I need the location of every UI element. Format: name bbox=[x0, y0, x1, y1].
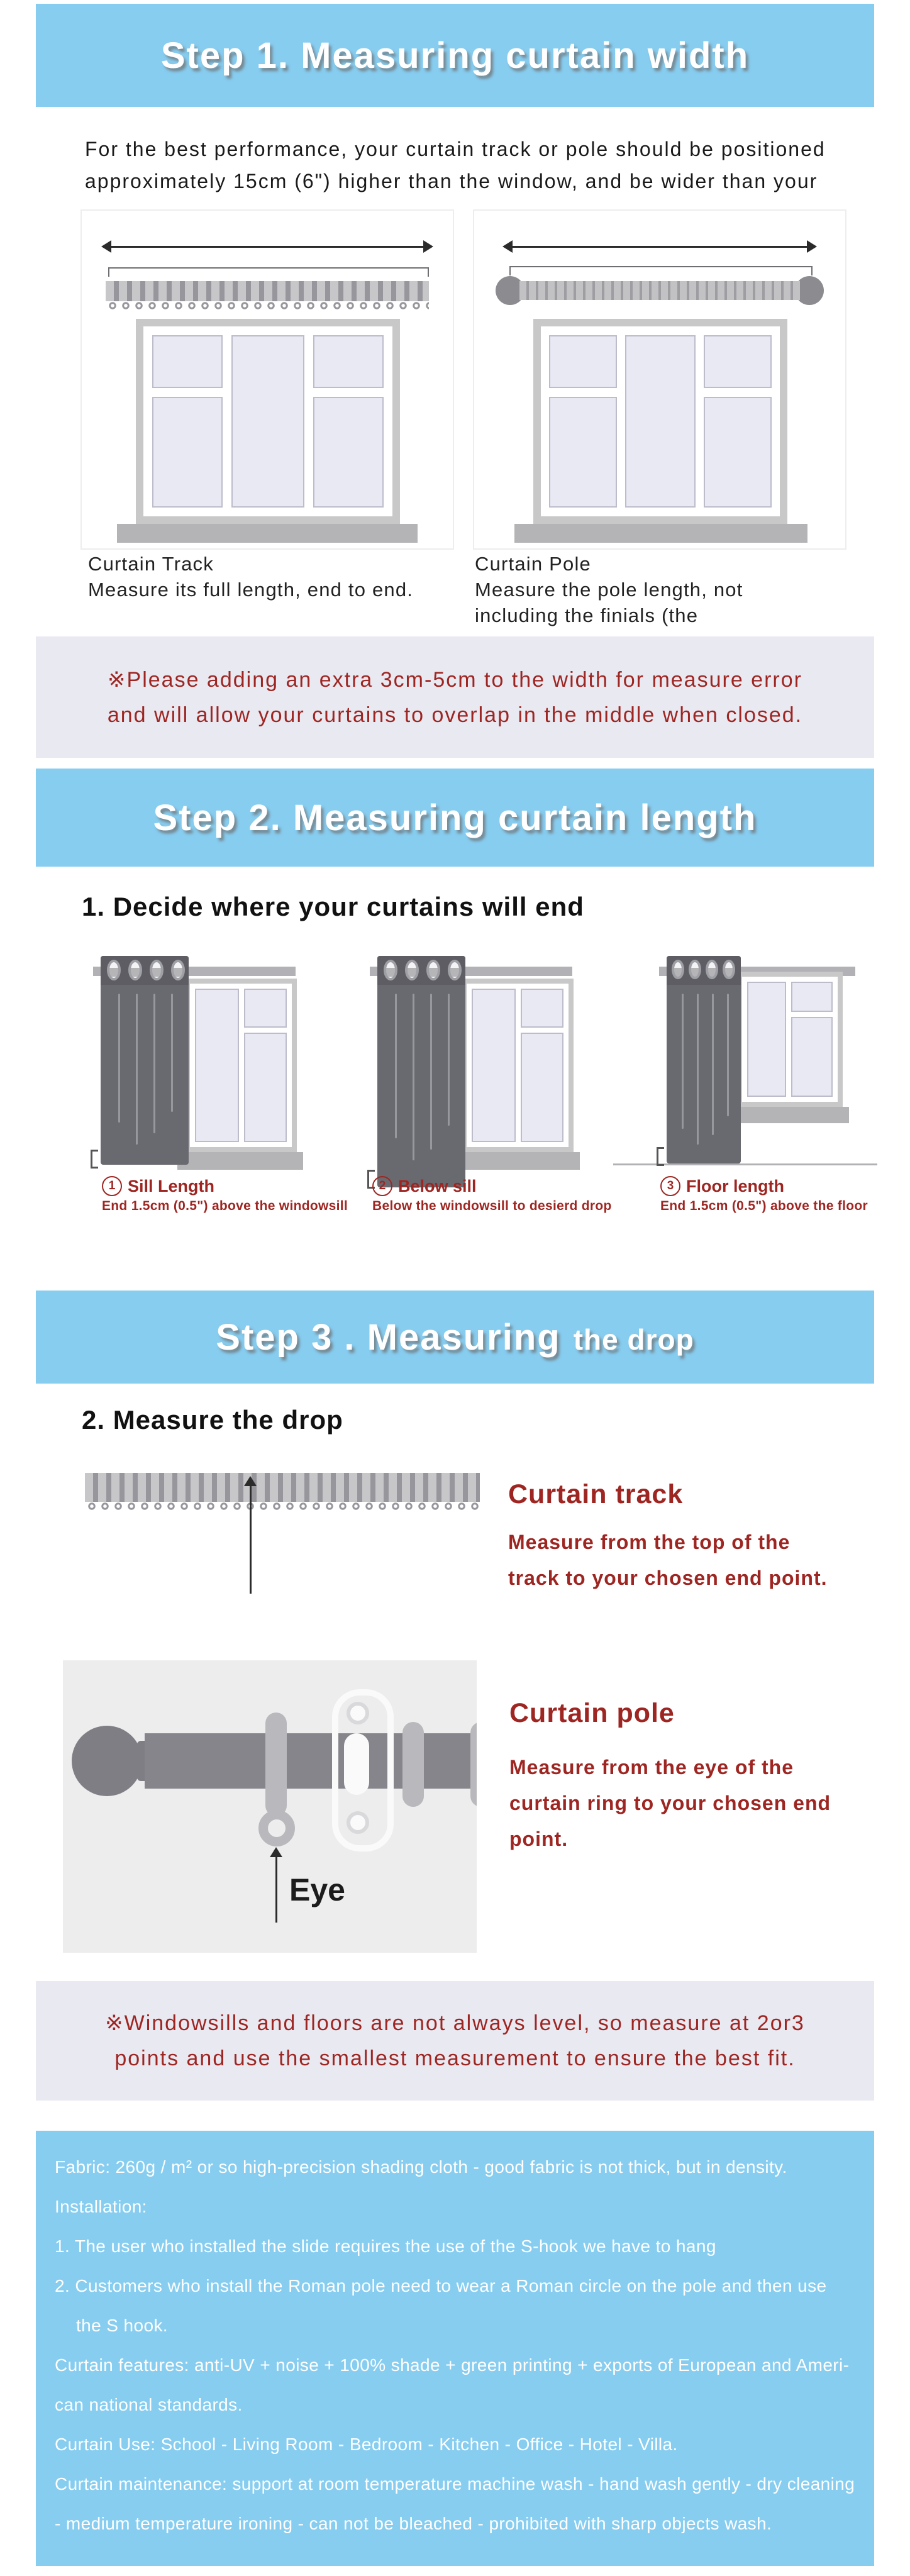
window-pane bbox=[625, 335, 696, 508]
width-double-arrow-icon bbox=[512, 246, 807, 248]
curtain-pole-eye-diagram bbox=[63, 1660, 477, 1953]
info-line: Installation: bbox=[55, 2197, 147, 2216]
grommet bbox=[689, 960, 701, 979]
window-pane bbox=[195, 989, 239, 1142]
step3-heading: 2. Measure the drop bbox=[82, 1405, 343, 1435]
pole-drop-desc-line3: point. bbox=[509, 1828, 569, 1850]
circled-number-icon: 3 bbox=[660, 1176, 680, 1196]
track-caption-title: Curtain Track bbox=[88, 553, 214, 575]
window-illustration bbox=[737, 972, 843, 1107]
measure-tick bbox=[657, 1147, 664, 1166]
window-illustration bbox=[462, 979, 574, 1152]
track-drop-desc bbox=[508, 1524, 828, 1596]
pole-caption-desc1: Measure the pole length, not bbox=[475, 579, 743, 601]
drop-note-line1: ※Windowsills and floors are not always level, so measure at 2or3 bbox=[105, 2011, 805, 2035]
info-line: 2. Customers who install the Roman pole need to wear a Roman circle on the pole and then use bbox=[55, 2276, 827, 2296]
track-drop-desc-line1: Measure from the top of the bbox=[508, 1531, 791, 1553]
step3-banner-main: Step 3 . Measuring bbox=[216, 1316, 561, 1358]
grommet bbox=[426, 960, 440, 980]
window-pane bbox=[747, 982, 786, 1097]
info-line: - medium temperature ironing - can not be bleached - prohibited with sharp objects wash. bbox=[55, 2514, 772, 2533]
pole-caption-desc2: including the finials (the bbox=[475, 604, 699, 626]
curtain-fold bbox=[118, 994, 120, 1123]
grommet bbox=[384, 960, 397, 980]
curtain-track-bar bbox=[106, 281, 429, 301]
track-drop-desc-line2: track to your chosen end point. bbox=[508, 1567, 828, 1589]
track-drop-title: Curtain track bbox=[508, 1479, 684, 1509]
window-sill bbox=[117, 524, 418, 543]
curtain-fold bbox=[153, 994, 155, 1133]
grommet bbox=[723, 960, 735, 979]
grommet bbox=[150, 960, 164, 980]
bracket-center bbox=[344, 1733, 369, 1795]
pole-drop-desc-line1: Measure from the eye of the bbox=[509, 1756, 794, 1779]
width-double-arrow-icon bbox=[111, 246, 424, 248]
circled-number-icon: 2 bbox=[372, 1176, 392, 1196]
window-pane bbox=[549, 335, 617, 388]
curtain-panel bbox=[667, 956, 741, 1163]
grommet bbox=[405, 960, 419, 980]
step2-banner bbox=[36, 769, 874, 867]
below-sill-desc: Below the windowsill to desierd drop bbox=[372, 1199, 612, 1213]
window-inner bbox=[541, 326, 780, 516]
window-pane bbox=[791, 982, 833, 1012]
pole-drop-title: Curtain pole bbox=[509, 1698, 675, 1728]
window-pane bbox=[313, 335, 384, 388]
step1-banner bbox=[36, 4, 874, 107]
ring-eye bbox=[258, 1810, 295, 1846]
grommet bbox=[107, 960, 121, 980]
curtain-ring bbox=[265, 1713, 287, 1816]
pole-drop-desc-line2: curtain ring to your chosen end bbox=[509, 1792, 831, 1814]
window-pane bbox=[231, 335, 304, 508]
width-note-line1: ※Please adding an extra 3cm-5cm to the width for measure error bbox=[108, 667, 802, 692]
curtain-pole-bar bbox=[145, 1733, 477, 1789]
window-pane bbox=[313, 397, 384, 508]
width-note bbox=[36, 636, 874, 758]
info-line: can national standards. bbox=[55, 2395, 243, 2414]
sill-length-desc: End 1.5cm (0.5") above the windowsill bbox=[102, 1199, 348, 1213]
curtain-track-hooks bbox=[85, 1502, 480, 1511]
curtain-fold bbox=[136, 994, 138, 1145]
floor-line bbox=[613, 1163, 877, 1165]
measure-bracket bbox=[108, 267, 429, 277]
window-sill bbox=[514, 524, 807, 543]
curtain-panel bbox=[377, 956, 465, 1187]
curtain-track-bar bbox=[85, 1473, 480, 1502]
step1-banner-title: Step 1. Measuring curtain width bbox=[160, 35, 750, 76]
grommet bbox=[128, 960, 142, 980]
info-line: Fabric: 260g / m² or so high-precision shading cloth - good fabric is not thick, but in density. bbox=[55, 2157, 787, 2177]
info-line: Curtain Use: School - Living Room - Bedroom - Kitchen - Office - Hotel - Villa. bbox=[55, 2434, 678, 2454]
eye-label: Eye bbox=[289, 1872, 345, 1907]
circled-number-icon: 1 bbox=[102, 1176, 122, 1196]
below-sill-label-text: Below sill bbox=[398, 1176, 477, 1196]
pole-caption bbox=[475, 551, 743, 628]
measure-bracket bbox=[509, 266, 813, 275]
curtain-track-hooks bbox=[106, 301, 429, 311]
step2-heading: 1. Decide where your curtains will end bbox=[82, 892, 584, 921]
curtain-track-width-diagram bbox=[80, 209, 454, 550]
pole-finial bbox=[72, 1726, 142, 1796]
step3-banner bbox=[36, 1291, 874, 1384]
curtain-fold bbox=[413, 994, 414, 1160]
bracket-screw bbox=[347, 1702, 369, 1724]
window-sill bbox=[177, 1152, 303, 1170]
curtain-fold bbox=[430, 994, 432, 1150]
sill-length-label-text: Sill Length bbox=[128, 1176, 214, 1196]
step1-intro bbox=[85, 133, 826, 197]
info-line: 1. The user who installed the slide requires the use of the S-hook we have to hang bbox=[55, 2236, 716, 2256]
curtain-ring bbox=[402, 1722, 424, 1807]
sill-length-label bbox=[102, 1176, 214, 1196]
width-note-line2: and will allow your curtains to overlap in the middle when closed. bbox=[107, 702, 803, 727]
window-illustration bbox=[185, 979, 297, 1152]
drop-note-line2: points and use the smallest measurement to ensure the best fit. bbox=[114, 2046, 796, 2070]
window-pane bbox=[549, 397, 617, 508]
bracket-screw bbox=[347, 1811, 369, 1834]
window-illustration bbox=[136, 319, 400, 524]
window-pane bbox=[152, 335, 223, 388]
product-info-panel bbox=[36, 2131, 874, 2566]
pole-caption-title: Curtain Pole bbox=[475, 553, 591, 575]
window-pane bbox=[521, 989, 563, 1028]
curtain-fold bbox=[727, 994, 729, 1116]
track-caption-desc: Measure its full length, end to end. bbox=[88, 579, 414, 601]
pole-drop-desc bbox=[509, 1750, 831, 1857]
info-line: Curtain features: anti-UV + noise + 100% shade + green printing + exports of European and Ameri- bbox=[55, 2355, 850, 2375]
grommet bbox=[171, 960, 185, 980]
curtain-fold bbox=[395, 994, 397, 1138]
step3-banner-sub: the drop bbox=[573, 1323, 694, 1356]
window-pane bbox=[704, 397, 772, 508]
eye-arrow-icon bbox=[275, 1857, 277, 1923]
info-line: Curtain maintenance: support at room temperature machine wash - hand wash gently - dry cleaning bbox=[55, 2474, 855, 2494]
below-sill-label bbox=[372, 1176, 477, 1196]
grommet bbox=[706, 960, 718, 979]
step2-banner-title: Step 2. Measuring curtain length bbox=[153, 797, 757, 838]
window-pane bbox=[521, 1033, 563, 1142]
window-pane bbox=[472, 989, 516, 1142]
window-sill bbox=[730, 1107, 849, 1123]
window-pane bbox=[152, 397, 223, 508]
curtain-fold bbox=[448, 994, 450, 1126]
window-illustration bbox=[533, 319, 787, 524]
curtain-ring bbox=[470, 1722, 477, 1807]
window-pane bbox=[791, 1017, 833, 1097]
curtain-fold bbox=[712, 994, 714, 1135]
track-caption bbox=[88, 551, 413, 602]
curtain-fold bbox=[682, 994, 684, 1129]
drop-note bbox=[36, 1981, 874, 2101]
window-pane bbox=[244, 989, 287, 1028]
window-inner bbox=[143, 326, 392, 516]
step1-intro-line1: For the best performance, your curtain track or pole should be positioned bbox=[85, 138, 826, 160]
grommet bbox=[448, 960, 462, 980]
window-pane bbox=[244, 1033, 287, 1142]
curtain-fold bbox=[171, 994, 173, 1112]
floor-length-desc: End 1.5cm (0.5") above the floor bbox=[660, 1199, 868, 1213]
floor-length-label-text: Floor length bbox=[686, 1176, 784, 1196]
window-inner bbox=[467, 984, 569, 1147]
window-inner bbox=[190, 984, 292, 1147]
window-inner bbox=[742, 977, 838, 1102]
floor-length-label bbox=[660, 1176, 784, 1196]
step3-banner-title bbox=[216, 1316, 694, 1358]
info-line: the S hook. bbox=[76, 2316, 169, 2335]
curtain-pole-bar bbox=[519, 281, 800, 300]
window-sill bbox=[454, 1152, 580, 1170]
curtain-panel bbox=[101, 956, 189, 1165]
grommet bbox=[672, 960, 684, 979]
curtain-pole-width-diagram bbox=[473, 209, 846, 550]
window-pane bbox=[704, 335, 772, 388]
drop-arrow-icon bbox=[250, 1485, 252, 1594]
curtain-fold bbox=[697, 994, 699, 1145]
measure-tick bbox=[91, 1150, 98, 1169]
step1-intro-line2: approximately 15cm (6") higher than the window, and be wider than your bbox=[85, 170, 818, 192]
